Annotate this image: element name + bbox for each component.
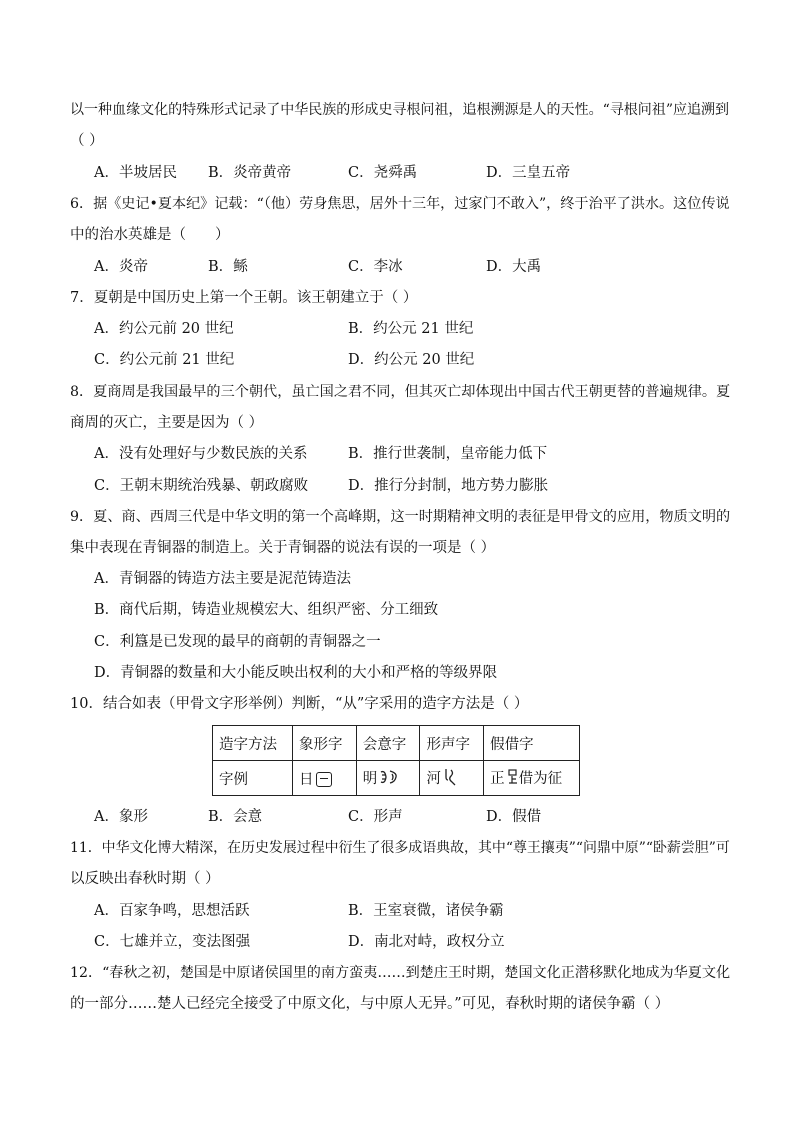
q8-text-line2: 商周的灭亡，主要是因为（ ） (70, 415, 264, 431)
q10-option-d: D．假借 (486, 809, 542, 825)
q9-option-a: A．青铜器的铸造方法主要是泥范铸造法 (94, 571, 351, 587)
char-ri: 日 (299, 771, 314, 788)
q9-option-c: C．利簋是已发现的最早的商朝的青铜器之一 (94, 634, 381, 650)
table-cell-phonogram (420, 761, 484, 796)
table-cell-ideograph (356, 761, 420, 796)
table-header-row (213, 726, 580, 761)
q6-option-b: B．鲧 (208, 259, 248, 275)
q5-option-d: D．三皇五帝 (486, 165, 571, 181)
q8-option-b: B．推行世袭制，皇帝能力低下 (348, 446, 548, 462)
q6-option-c: C．李冰 (348, 259, 403, 275)
q11-text-line1: 11．中华文化博大精深，在历史发展过程中衍生了很多成语典故，其中“尊王攘夷”“问鼎中原”“卧薪尝胆”可 (70, 840, 730, 856)
q6-text-line2: 中的治水英雄是（ ） (70, 227, 230, 243)
q7-text-line1: 7．夏朝是中国历史上第一个王朝。该王朝建立于（ ） (70, 290, 418, 306)
q10-option-a: A．象形 (94, 809, 148, 825)
q10-text-line1: 10．结合如表（甲骨文字形举例）判断，“从”字采用的造字方法是（ ） (70, 696, 529, 712)
q5-option-c: C．尧舜禹 (348, 165, 418, 181)
table-row-label: 字例 (213, 761, 293, 796)
q11-option-a: A．百家争鸣，思想活跃 (94, 903, 250, 919)
table-cell-loan (484, 761, 580, 796)
char-ming: 明 (362, 771, 378, 787)
table-header-cell: 形声字 (420, 726, 484, 761)
q11-option-c: C．七雄并立，变法图强 (94, 934, 251, 950)
q5-text-line1: 以一种血缘文化的特殊形式记录了中华民族的形成史寻根问祖，追根溯源是人的天性。“寻根问祖”应追溯到 (70, 102, 730, 118)
q5-paren: （ ） (70, 133, 104, 149)
q9-text-line1: 9．夏、商、西周三代是中华文明的第一个高峰期，这一时期精神文明的表征是甲骨文的应用，物质文明的 (70, 509, 731, 525)
q7-option-a: A．约公元前 20 世纪 (94, 321, 234, 337)
q7-option-b: B．约公元 21 世纪 (348, 321, 474, 337)
char-zheng: 正 (490, 771, 505, 787)
table-header-cell: 造字方法 (213, 726, 293, 761)
char-he: 河 (426, 770, 441, 787)
q8-text-line1: 8．夏商周是我国最早的三个朝代，虽亡国之君不同，但其灭亡却体现出中国古代王朝更替的普遍规律。夏 (70, 384, 731, 400)
q9-option-d: D．青铜器的数量和大小能反映出权利的大小和严格的等级界限 (94, 665, 498, 681)
table-header-cell: 象形字 (293, 726, 357, 761)
q7-option-d: D．约公元 20 世纪 (348, 352, 475, 368)
oracle-zheng-glyph-icon (507, 769, 519, 789)
oracle-bone-table (212, 725, 580, 796)
q8-option-d: D．推行分封制，地方势力膨胀 (348, 478, 549, 494)
q5-option-b: B．炎帝黄帝 (208, 165, 292, 181)
q9-text-line2: 集中表现在青铜器的制造上。关于青铜器的说法有误的一项是（ ） (70, 540, 496, 556)
q11-option-d: D．南北对峙，政权分立 (348, 934, 505, 950)
table-cell-pictograph (293, 761, 357, 796)
char-loan-note: 借为征 (518, 771, 563, 787)
q10-option-b: B．会意 (208, 809, 263, 825)
table-header-cell: 会意字 (356, 726, 420, 761)
q6-option-d: D．大禹 (486, 259, 542, 275)
q11-text-line2: 以反映出春秋时期（ ） (70, 871, 220, 887)
q6-option-a: A．炎帝 (94, 259, 148, 275)
q5-option-a: A．半坡居民 (94, 165, 177, 181)
table-header-cell: 假借字 (484, 726, 580, 761)
oracle-ming-glyph-icon (379, 769, 399, 789)
q7-option-c: C．约公元前 21 世纪 (94, 352, 235, 368)
q8-option-c: C．王朝末期统治残暴、朝政腐败 (94, 478, 309, 494)
q11-option-b: B．王室衰微，诸侯争霸 (348, 903, 504, 919)
q9-option-b: B．商代后期，铸造业规模宏大、组织严密、分工细致 (94, 602, 439, 618)
q12-text-line1: 12．“春秋之初，楚国是中原诸侯国里的南方蛮夷……到楚庄王时期，楚国文化正潜移默化地成为华夏文化 (70, 965, 731, 981)
q8-option-a: A．没有处理好与少数民族的关系 (94, 446, 308, 462)
oracle-sun-glyph-icon (316, 772, 332, 787)
oracle-he-glyph-icon (443, 768, 457, 790)
q6-text-line1: 6．据《史记•夏本纪》记载：“（他）劳身焦思，居外十三年，过家门不敢入”，终于治平了洪水。这位传说 (70, 196, 730, 212)
q12-text-line2: 的一部分……楚人已经完全接受了中原文化，与中原人无异。”可见，春秋时期的诸侯争霸（ ） (70, 996, 670, 1012)
table-row (213, 761, 580, 796)
q10-option-c: C．形声 (348, 809, 403, 825)
